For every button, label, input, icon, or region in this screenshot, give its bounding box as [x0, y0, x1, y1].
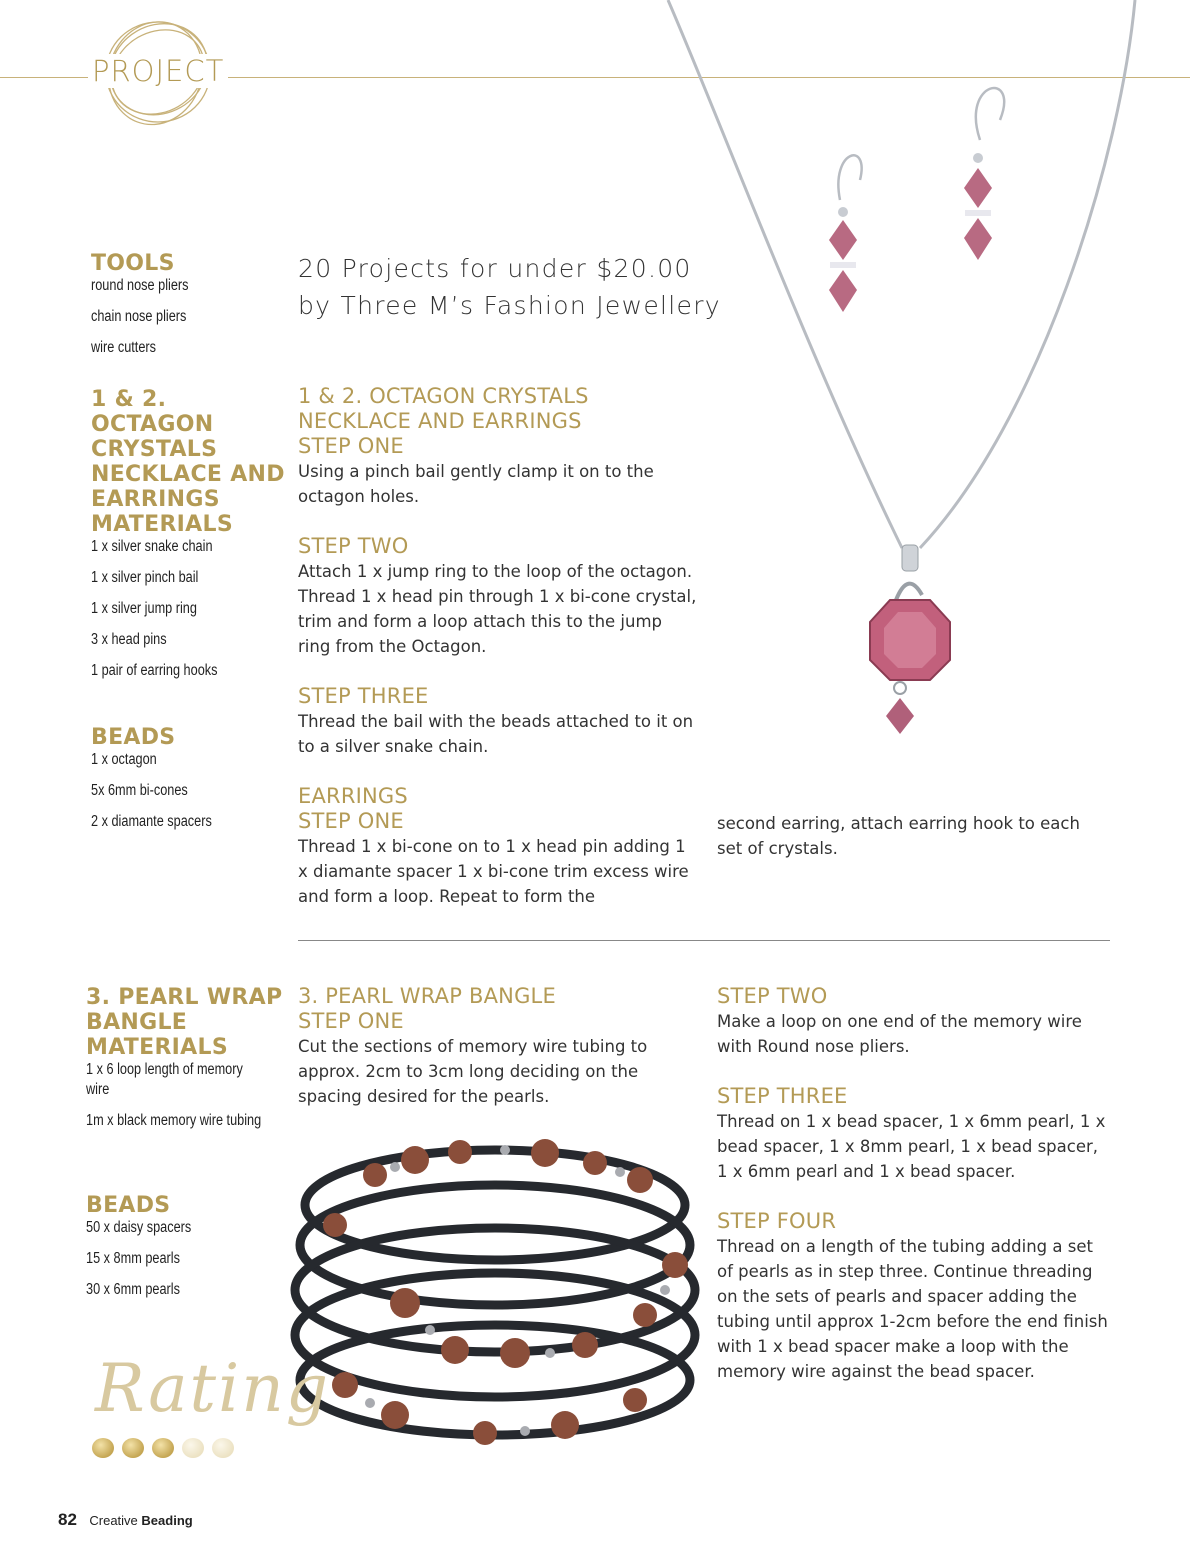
- rating-dot-filled-icon: [92, 1438, 114, 1458]
- project1-heading: 1 & 2. OCTAGON CRYSTALS NECKLACE AND EARRINGS STEP ONE: [298, 384, 589, 458]
- project1-step2-text: Attach 1 x jump ring to the loop of the octagon. Thread 1 x head pin through 1 x bi-cone crystal, trim and form a loop attach this to the jump ring from the Octagon.: [298, 562, 697, 656]
- material-item: 1 x 6 loop length of memory wire: [86, 1061, 243, 1098]
- material-item: 3 x head pins: [91, 631, 167, 648]
- bead-item: 15 x 8mm pearls: [86, 1250, 180, 1267]
- bead-item: 2 x diamante spacers: [91, 813, 212, 830]
- material-item: 1 x silver snake chain: [91, 538, 213, 555]
- earrings-step1-text-cont: second earring, attach earring hook to each set of crystals.: [717, 814, 1080, 858]
- rating-dot-empty-icon: [212, 1438, 234, 1458]
- page-number: 82: [58, 1510, 77, 1529]
- material-item: 1 x silver jump ring: [91, 600, 197, 617]
- rating-dots: [92, 1438, 234, 1458]
- section-divider: [298, 940, 1110, 941]
- tool-item: wire cutters: [91, 339, 156, 356]
- material-item: 1 pair of earring hooks: [91, 662, 218, 679]
- bead-item: 5x 6mm bi-cones: [91, 782, 188, 799]
- project3-step4-text: Thread on a length of the tubing adding a set of pearls as in step three. Continue threading on the sets of pearls and spacer adding the tubing until approx 1-2cm before the end finish with 1 x bead spacer make a loop with the memory wire against the bead spacer.: [717, 1237, 1108, 1381]
- bead-item: 1 x octagon: [91, 751, 157, 768]
- project1-step1-text: Using a pinch bail gently clamp it on to the octagon holes.: [298, 462, 654, 506]
- project3-step2-heading: STEP TWO: [717, 984, 828, 1008]
- beads-heading: BEADS: [86, 1193, 171, 1218]
- section-label: PROJECT: [88, 54, 228, 88]
- project1-step3-heading: STEP THREE: [298, 684, 429, 708]
- page-footer: [58, 1510, 193, 1530]
- project3-step2-text: Make a loop on one end of the memory wire with Round nose pliers.: [717, 1012, 1082, 1056]
- project3-heading: 3. PEARL WRAP BANGLE STEP ONE: [298, 984, 556, 1033]
- rating-dot-filled-icon: [122, 1438, 144, 1458]
- earrings-step1-text: Thread 1 x bi-cone on to 1 x head pin adding 1 x diamante spacer 1 x bi-cone trim excess wire and form a loop. Repeat to form the: [298, 837, 689, 906]
- project3-step4-heading: STEP FOUR: [717, 1209, 837, 1233]
- tool-item: chain nose pliers: [91, 308, 187, 325]
- publication-name: Creative Beading: [89, 1513, 193, 1528]
- pearl-bangle-photo: [285, 1125, 705, 1445]
- project3-step3-text: Thread on 1 x bead spacer, 1 x 6mm pearl, 1 x bead spacer, 1 x 8mm pearl, 1 x bead spacer, 1 x 6mm pearl and 1 x bead spacer.: [717, 1112, 1106, 1181]
- necklace-earrings-photo: [660, 0, 1140, 800]
- rating-dot-filled-icon: [152, 1438, 174, 1458]
- bead-item: 50 x daisy spacers: [86, 1219, 192, 1236]
- material-item: 1m x black memory wire tubing: [86, 1112, 262, 1129]
- project3-materials-heading: 3. PEARL WRAP BANGLE MATERIALS: [86, 985, 283, 1060]
- page-title: 20 Projects for under $20.00 by Three M’s Fashion Jewellery: [298, 254, 721, 320]
- beads-heading: BEADS: [91, 725, 176, 750]
- earrings-heading: EARRINGS STEP ONE: [298, 784, 408, 833]
- rating-dot-empty-icon: [182, 1438, 204, 1458]
- bead-item: 30 x 6mm pearls: [86, 1281, 180, 1298]
- tool-item: round nose pliers: [91, 277, 189, 294]
- project3-step3-heading: STEP THREE: [717, 1084, 848, 1108]
- project1-step2-heading: STEP TWO: [298, 534, 409, 558]
- tools-heading: TOOLS: [91, 251, 175, 276]
- project1-materials-heading: 1 & 2. OCTAGON CRYSTALS NECKLACE AND EARRINGS MATERIALS: [91, 387, 285, 537]
- rating-label: Rating: [95, 1350, 330, 1427]
- project3-step1-text: Cut the sections of memory wire tubing to approx. 2cm to 3cm long deciding on the spacing desired for the pearls.: [298, 1037, 648, 1106]
- project1-step3-text: Thread the bail with the beads attached to it on to a silver snake chain.: [298, 712, 694, 756]
- material-item: 1 x silver pinch bail: [91, 569, 199, 586]
